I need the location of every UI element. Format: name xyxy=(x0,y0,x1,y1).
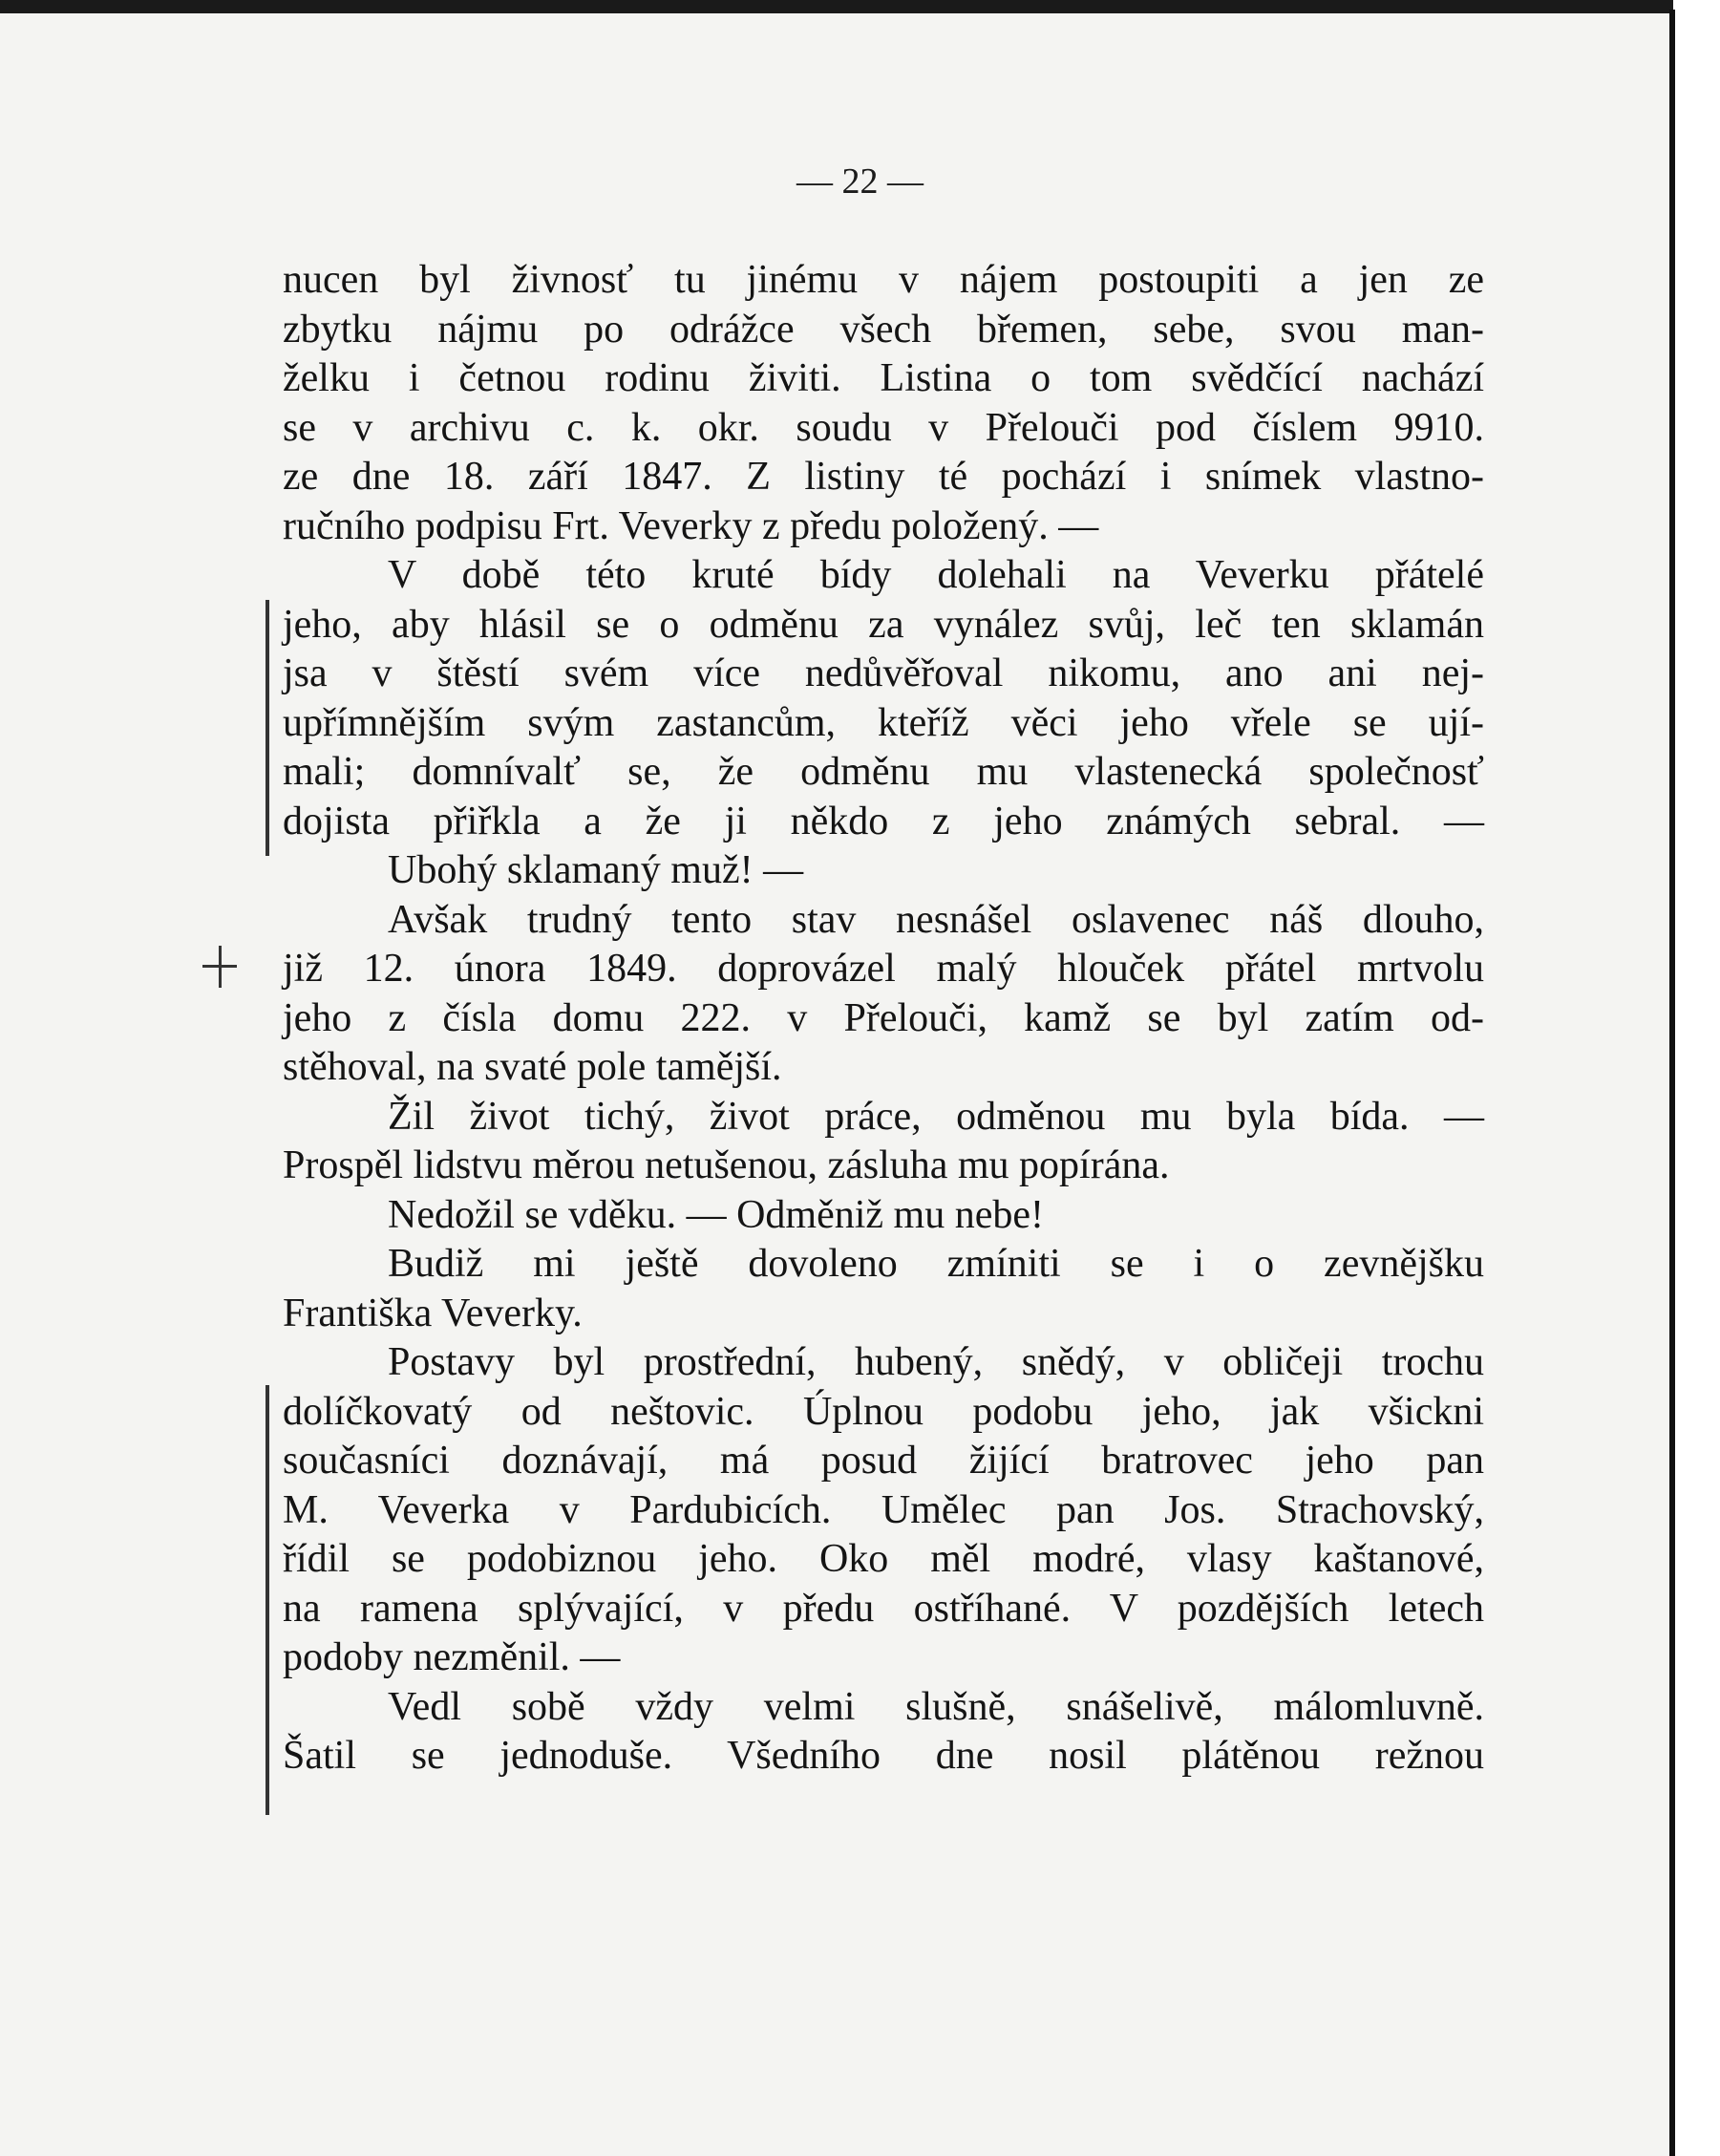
text-line: již 12. února 1849. doprovázel malý hlouček přátel mrtvolu xyxy=(283,947,1484,991)
text-line: Nedožil se vděku. — Odměniž mu nebe! xyxy=(388,1192,1044,1237)
scan-right-margin xyxy=(1673,0,1720,2156)
text-line: upřímnějším svým zastancům, kteříž věci jeho vřele se ují- xyxy=(283,700,1484,745)
text-line: stěhoval, na svaté pole tamější. xyxy=(283,1045,782,1089)
margin-cross-mark-vertical xyxy=(219,946,222,988)
text-line: Avšak trudný tento stav nesnášel oslavenec náš dlouho, xyxy=(388,897,1484,942)
text-line: se v archivu c. k. okr. soudu v Přelouči pod číslem 9910. xyxy=(283,405,1484,450)
text-line: Františka Veverky. xyxy=(283,1291,583,1335)
margin-line-mark-lower xyxy=(265,1385,269,1815)
text-line: mali; domnívalť se, že odměnu mu vlastenecká společnosť xyxy=(283,750,1484,794)
page-number: — 22 — xyxy=(796,161,924,202)
text-line: Postavy byl prostřední, hubený, snědý, v obličeji trochu xyxy=(388,1340,1484,1384)
text-line: dolíčkovatý od neštovic. Úplnou podobu jeho, jak všickni xyxy=(283,1389,1484,1434)
text-line: jeho, aby hlásil se o odměnu za vynález svůj, leč ten sklamán xyxy=(283,602,1484,647)
text-line: Prospěl lidstvu měrou netušenou, zásluha mu popírána. xyxy=(283,1143,1170,1187)
text-line: Vedl sobě vždy velmi slušně, snášelivě, málomluvně. xyxy=(388,1684,1484,1729)
body-text xyxy=(283,256,1484,1782)
text-line: dojista přiřkla a že ji někdo z jeho známých sebral. — xyxy=(283,799,1484,843)
text-line: Budiž mi ještě dovoleno zmíniti se i o zevnějšku xyxy=(388,1242,1484,1286)
text-line: jeho z čísla domu 222. v Přelouči, kamž se byl zatím od- xyxy=(283,995,1484,1040)
text-line: řídil se podobiznou jeho. Oko měl modré, vlasy kaštanové, xyxy=(283,1537,1484,1581)
text-line: ručního podpisu Frt. Veverky z předu položený. — xyxy=(283,503,1099,548)
text-line: podoby nezměnil. — xyxy=(283,1635,621,1679)
scan-top-edge xyxy=(0,0,1720,13)
text-line: V době této kruté bídy dolehali na Veverku přátelé xyxy=(388,553,1484,597)
text-line: nucen byl živnosť tu jinému v nájem postoupiti a jen ze xyxy=(283,258,1484,302)
text-line: zbytku nájmu po odrážce všech břemen, sebe, svou man- xyxy=(283,307,1484,352)
text-line: želku i četnou rodinu živiti. Listina o tom svědčící nachází xyxy=(283,356,1484,400)
text-line: ze dne 18. září 1847. Z listiny té pochází i snímek vlastno- xyxy=(283,455,1484,499)
text-line: Šatil se jednoduše. Všedního dne nosil plátěnou režnou xyxy=(283,1734,1484,1778)
scan-right-edge xyxy=(1669,10,1675,2156)
text-line: jsa v štěstí svém více nedůvěřoval nikomu, ano ani nej- xyxy=(283,651,1484,695)
text-line: na ramena splývající, v předu ostříhané. V pozdějších letech xyxy=(283,1586,1484,1631)
text-line: Žil život tichý, život práce, odměnou mu byla bída. — xyxy=(388,1094,1484,1139)
text-line: současníci doznávají, má posud žijící bratrovec jeho pan xyxy=(283,1439,1484,1483)
text-line: Ubohý sklamaný muž! — xyxy=(388,848,804,892)
margin-line-mark-upper xyxy=(265,600,269,856)
text-line: M. Veverka v Pardubicích. Umělec pan Jos. Strachovský, xyxy=(283,1487,1484,1532)
